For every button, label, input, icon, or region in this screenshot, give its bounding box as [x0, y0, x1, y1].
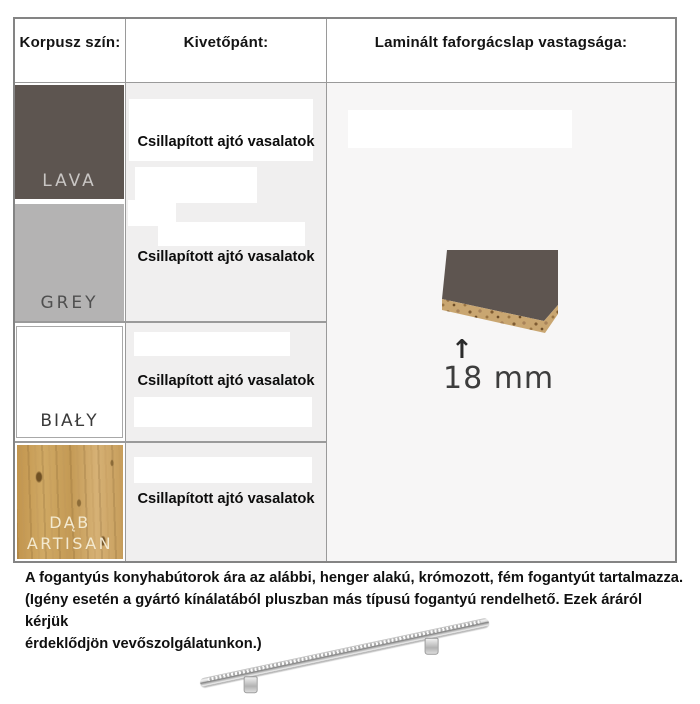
- handle-mount-post-left: [244, 676, 258, 693]
- handle-note-line3: érdeklődjön vevőszolgálatunkon.): [25, 636, 262, 652]
- white-patch: [134, 332, 290, 356]
- swatch-bialy: [16, 326, 123, 438]
- header-hinge-label: Kivetőpánt:: [183, 34, 269, 51]
- swatch-lava-label: LAVA: [42, 171, 97, 191]
- header-corpus-color-label: Korpusz szín:: [19, 34, 121, 51]
- color-cell-bialy: [15, 323, 126, 443]
- white-patch: [135, 167, 257, 203]
- hinge-cell-bialy: [126, 323, 327, 443]
- header-board-thickness-label: Laminált faforgácslap vastagsága:: [374, 34, 628, 51]
- header-hinge: [126, 19, 327, 83]
- header-board-thickness: [327, 19, 675, 83]
- swatch-lava: [15, 85, 124, 199]
- hinge-text-grey: Csillapított ajtó vasalatok: [137, 249, 315, 265]
- swatch-dab-line2: ARTISAN: [26, 534, 114, 553]
- thickness-cell: [327, 83, 675, 561]
- hinge-text-bialy: Csillapított ajtó vasalatok: [137, 373, 315, 389]
- swatch-dab-artisan-label: [17, 512, 123, 554]
- hinge-cell-lava-grey: [126, 83, 327, 323]
- hinge-text-dab: Csillapított ajtó vasalatok: [137, 491, 315, 507]
- white-patch: [348, 110, 572, 148]
- product-spec-table: [13, 17, 677, 563]
- white-patch: [158, 222, 305, 246]
- up-arrow-icon: ↑: [451, 335, 473, 365]
- swatch-dab-line1: DĄB: [49, 513, 91, 532]
- swatch-bialy-label: BIAŁY: [40, 411, 99, 431]
- swatch-grey: [15, 204, 124, 321]
- hinge-cell-dab-artisan: [126, 443, 327, 561]
- header-corpus-color: [15, 19, 126, 83]
- handle-note-line1: A fogantyús konyhabútorok ára az alábbi, henger alakú, krómozott, fém fogantyút tartalmazza.: [25, 570, 684, 586]
- handle-bar: [199, 617, 489, 687]
- chrome-bar-handle-image: [195, 612, 495, 697]
- handle-mount-post-right: [425, 638, 439, 655]
- white-patch: [129, 99, 313, 161]
- color-cell-dab-artisan: [15, 443, 126, 561]
- thickness-value: 18 mm: [443, 361, 555, 396]
- swatch-grey-label: GREY: [40, 293, 99, 313]
- chipboard-image: [440, 248, 560, 343]
- color-cell-lava-grey: [15, 83, 126, 323]
- hinge-text-lava: Csillapított ajtó vasalatok: [137, 134, 315, 150]
- handle-note-line2: (Igény esetén a gyártó kínálatából pluszban más típusú fogantyú rendelhető. Ezek áráról kérjük: [25, 592, 643, 630]
- swatch-dab-artisan: [17, 445, 123, 559]
- white-patch: [134, 397, 312, 427]
- white-patch: [134, 457, 312, 483]
